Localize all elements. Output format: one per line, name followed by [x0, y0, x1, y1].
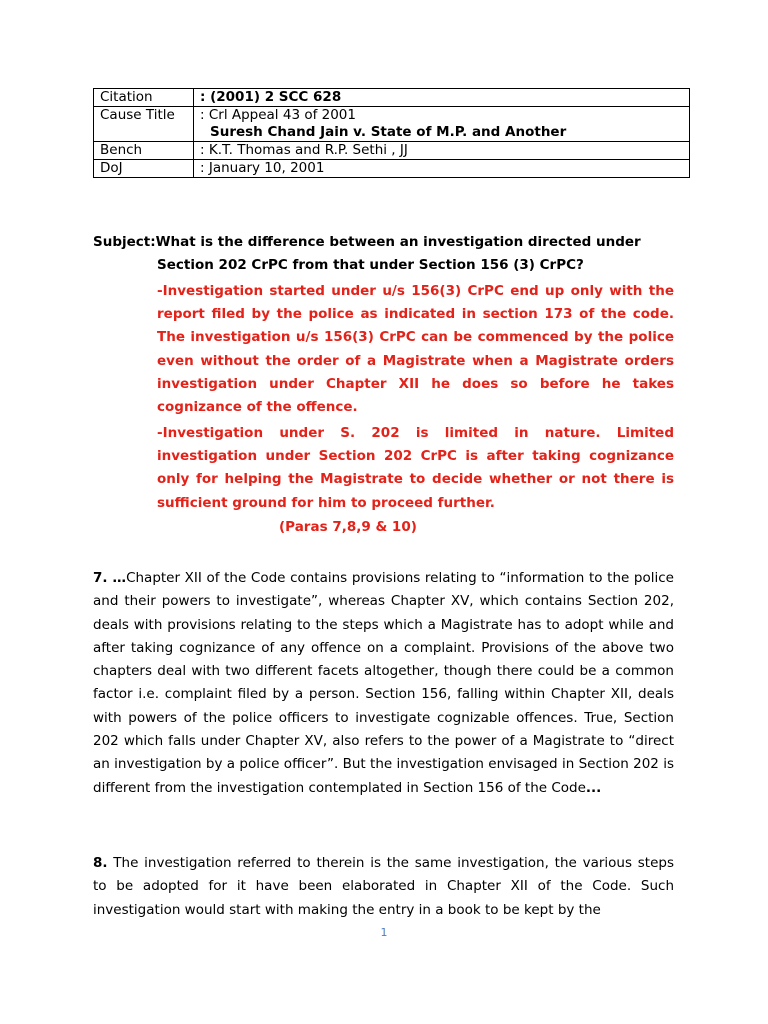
subject-label: Subject: [93, 234, 156, 250]
paragraph-number: 7. … [93, 570, 127, 586]
paras-reference: (Paras 7,8,9 & 10) [279, 519, 417, 535]
cause-title-cell [194, 107, 690, 142]
page-number: 1 [380, 926, 388, 939]
subject-line-1: What is the difference between an investigation directed under [155, 234, 641, 250]
bench-row [94, 142, 690, 160]
paragraph-number: 8. [93, 855, 108, 871]
cause-title-parties: Suresh Chand Jain v. State of M.P. and Another [210, 124, 567, 140]
paragraph-8 [93, 852, 674, 922]
citation-label: Citation [94, 89, 194, 107]
case-info-table [93, 88, 690, 178]
paragraph-text: Chapter XII of the Code contains provisions relating to “information to the police and their powers to investigate”, whereas Chapter XV, which contains Section 202, deals with provisions relating to the steps which a Magistrate has to adopt while and after taking cognizance of any offence on a complaint. Provisions of the above two chapters deal with two different facets altogether, though there could be a common factor i.e. complaint filed by a person. Section 156, falling within Chapter XII, deals with powers of the police officers to investigate cognizable offences. True, Section 202 which falls under Chapter XV, also refers to the power of a Magistrate to “direct an investigation by a police officer”. But the investigation envisaged in Section 202 is different from the investigation contemplated in Section 156 of the Code [93, 570, 674, 796]
paragraph-text: The investigation referred to therein is the same investigation, the various steps to be adopted for it have been elaborated in Chapter XII of the Code. Such investigation would start with making the entry in a book to be kept by the [93, 855, 674, 918]
citation-row [94, 89, 690, 107]
cause-title-label: Cause Title [94, 107, 194, 142]
paragraph-7 [93, 567, 674, 800]
subject-line-2: Section 202 CrPC from that under Section 156 (3) CrPC? [157, 257, 584, 273]
cause-title-appeal: : Crl Appeal 43 of 2001 [200, 107, 356, 123]
doj-row [94, 160, 690, 178]
bench-label: Bench [94, 142, 194, 160]
citation-value: : (2001) 2 SCC 628 [194, 89, 690, 107]
cause-title-row [94, 107, 690, 142]
headnote-point: -Investigation started under u/s 156(3) CrPC end up only with the report filed by the police as indicated in section 173 of the code. The investigation u/s 156(3) CrPC can be commenced by the police even without the order of a Magistrate when a Magistrate orders investigation under Chapter XII he does so before he takes cognizance of the offence. [157, 283, 674, 416]
doj-label: DoJ [94, 160, 194, 178]
headnote-point: -Investigation under S. 202 is limited in nature. Limited investigation under Section 202 CrPC is after taking cognizance only for helping the Magistrate to decide whether or not there is sufficient ground for him to proceed further. [157, 425, 674, 511]
subject-heading [93, 231, 674, 277]
bench-value: : K.T. Thomas and R.P. Sethi , JJ [194, 142, 690, 160]
doj-value: : January 10, 2001 [194, 160, 690, 178]
paragraph-ellipsis: ... [585, 779, 602, 796]
